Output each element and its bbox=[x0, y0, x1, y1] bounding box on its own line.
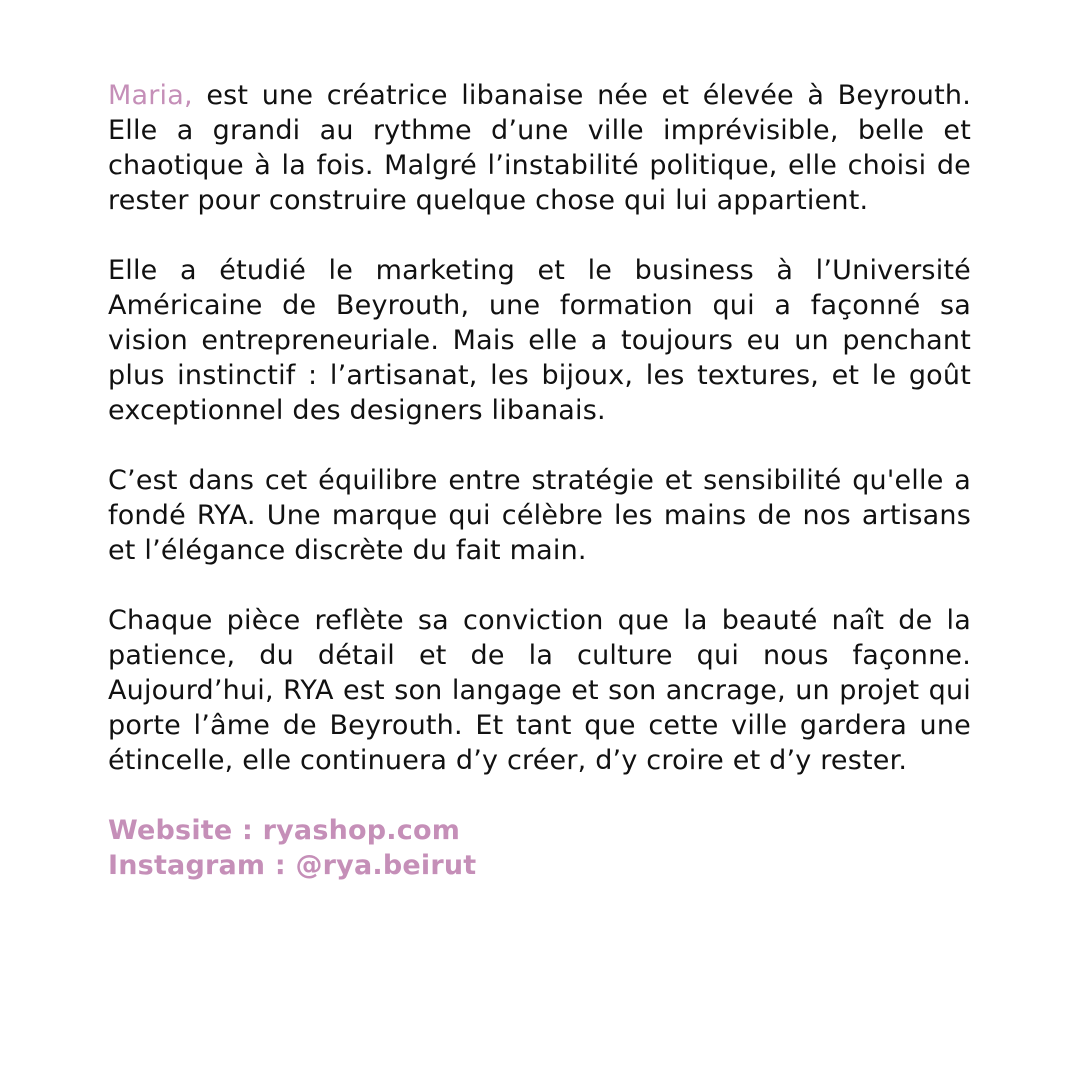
contact-links bbox=[108, 813, 971, 883]
paragraph-1-text: est une créatrice libanaise née et élevée à Beyrouth. Elle a grandi au rythme d’une ville imprévisible, belle et chaotique à la fois. Malgré l’instabilité politique, elle choisi de rester pour construire quelque chose qui lui appartient. bbox=[108, 80, 971, 216]
bio-paragraph-2: Elle a étudié le marketing et le business à l’Université Américaine de Beyrouth, une formation qui a façonné sa vision entrepreneuriale. Mais elle a toujours eu un penchant plus instinctif : l’artisanat, les bijoux, les textures, et le goût exceptionnel des designers libanais. bbox=[108, 255, 971, 426]
bio-page bbox=[108, 78, 971, 883]
bio-paragraph-1 bbox=[108, 78, 971, 218]
website-link[interactable]: Website : ryashop.com bbox=[108, 815, 461, 846]
instagram-link[interactable]: Instagram : @rya.beirut bbox=[108, 850, 477, 881]
creator-name: Maria, bbox=[108, 80, 193, 111]
bio-paragraph-4: Chaque pièce reflète sa conviction que la beauté naît de la patience, du détail et de la culture qui nous façonne. Aujourd’hui, RYA est son langage et son ancrage, un projet qui porte l’âme de Beyrouth. Et tant que cette ville gardera une étincelle, elle continuera d’y créer, d’y croire et d’y rester. bbox=[108, 605, 971, 776]
bio-paragraph-3: C’est dans cet équilibre entre stratégie et sensibilité qu'elle a fondé RYA. Une marque qui célèbre les mains de nos artisans et l’élégance discrète du fait main. bbox=[108, 465, 971, 566]
